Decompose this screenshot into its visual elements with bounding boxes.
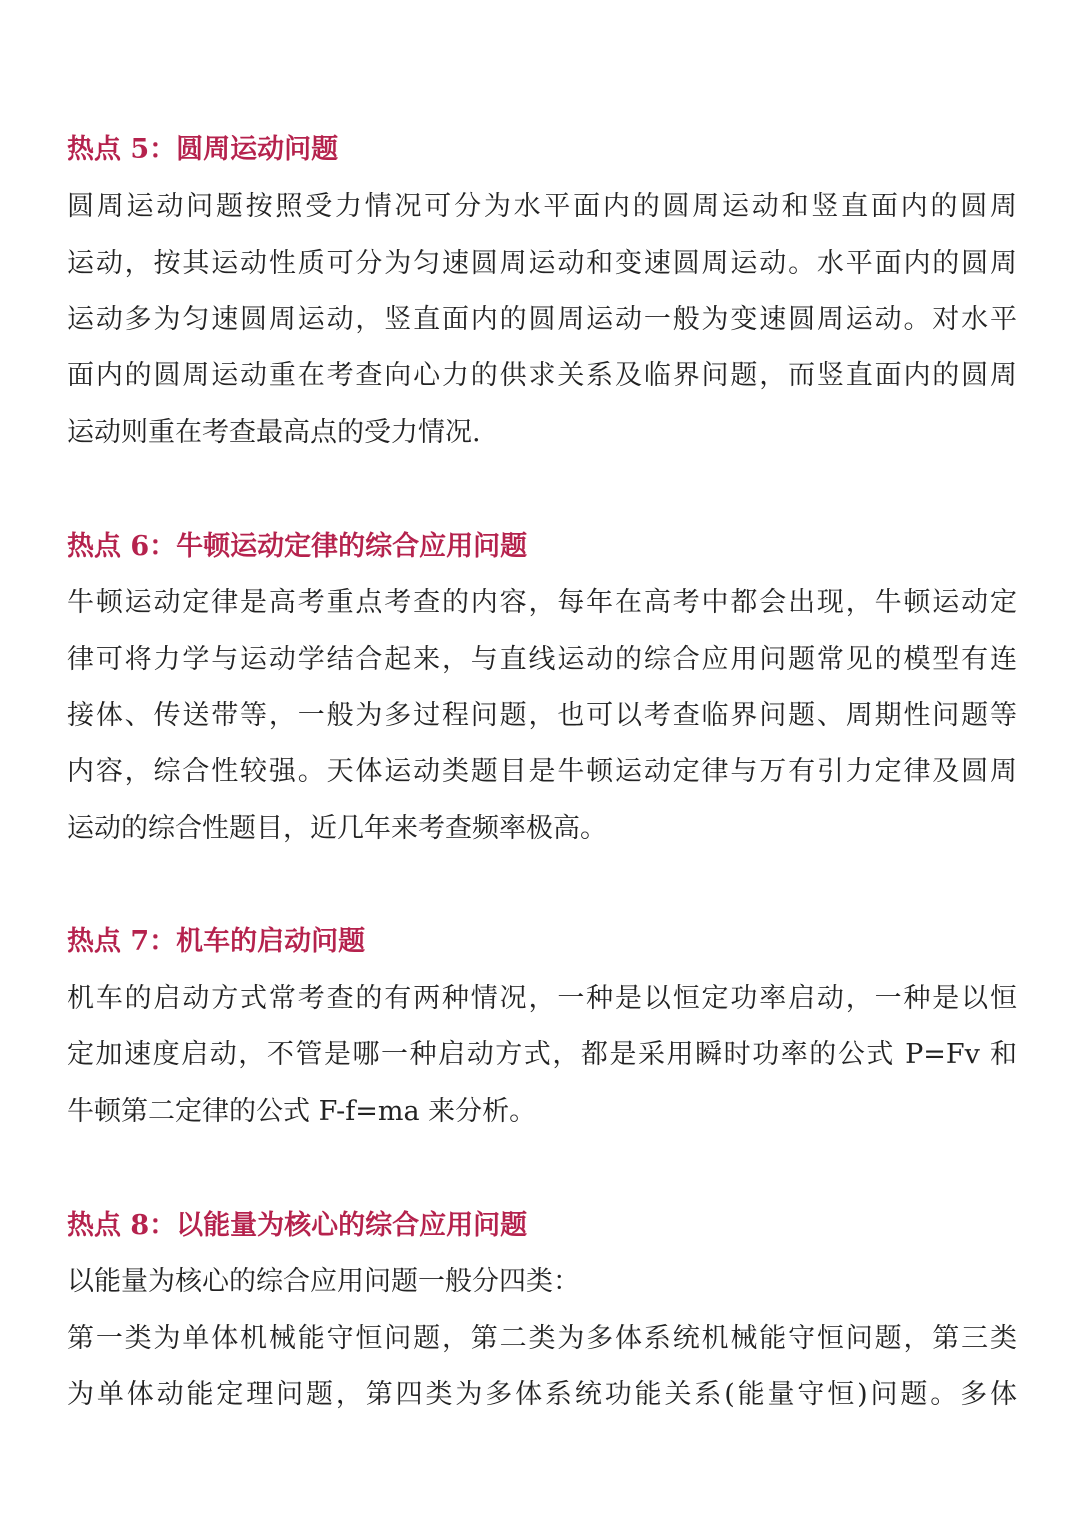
section-5-line-5: 运动则重在考查最高点的受力情况.	[67, 417, 481, 448]
section-5-line-1: 圆周运动问题按照受力情况可分为水平面内的圆周运动和竖直面内的圆周	[67, 191, 1017, 222]
section-5-line-4: 面内的圆周运动重在考查向心力的供求关系及临界问题，而竖直面内的圆周	[67, 360, 1017, 391]
section-5-line-3: 运动多为匀速圆周运动，竖直面内的圆周运动一般为变速圆周运动。对水平	[67, 304, 1017, 335]
section-5-heading: 热点 5：圆周运动问题	[67, 134, 339, 165]
section-6-line-3: 接体、传送带等，一般为多过程问题，也可以考查临界问题、周期性问题等	[67, 700, 1017, 731]
section-8-line-2: 第一类为单体机械能守恒问题，第二类为多体系统机械能守恒问题，第三类	[67, 1323, 1017, 1354]
section-8-line-1: 以能量为核心的综合应用问题一般分四类：	[67, 1266, 580, 1297]
section-5-line-2: 运动，按其运动性质可分为匀速圆周运动和变速圆周运动。水平面内的圆周	[67, 248, 1017, 279]
section-6-line-4: 内容，综合性较强。天体运动类题目是牛顿运动定律与万有引力定律及圆周	[67, 756, 1017, 787]
section-6-line-2: 律可将力学与运动学结合起来，与直线运动的综合应用问题常见的模型有连	[67, 644, 1017, 675]
section-7-line-1: 机车的启动方式常考查的有两种情况，一种是以恒定功率启动，一种是以恒	[67, 983, 1017, 1014]
section-6-line-5: 运动的综合性题目，近几年来考查频率极高。	[67, 813, 607, 844]
section-7-line-3: 牛顿第二定律的公式 F-f=ma 来分析。	[67, 1096, 537, 1127]
section-6-line-1: 牛顿运动定律是高考重点考查的内容，每年在高考中都会出现，牛顿运动定	[67, 587, 1017, 618]
section-8-line-3: 为单体动能定理问题，第四类为多体系统功能关系(能量守恒)问题。多体	[67, 1379, 1017, 1410]
section-6-heading: 热点 6：牛顿运动定律的综合应用问题	[67, 531, 528, 562]
section-8-heading: 热点 8：以能量为核心的综合应用问题	[67, 1210, 528, 1241]
section-7-heading: 热点 7：机车的启动问题	[67, 926, 366, 957]
section-7-line-2: 定加速度启动，不管是哪一种启动方式，都是采用瞬时功率的公式 P=Fv 和	[67, 1039, 1017, 1070]
